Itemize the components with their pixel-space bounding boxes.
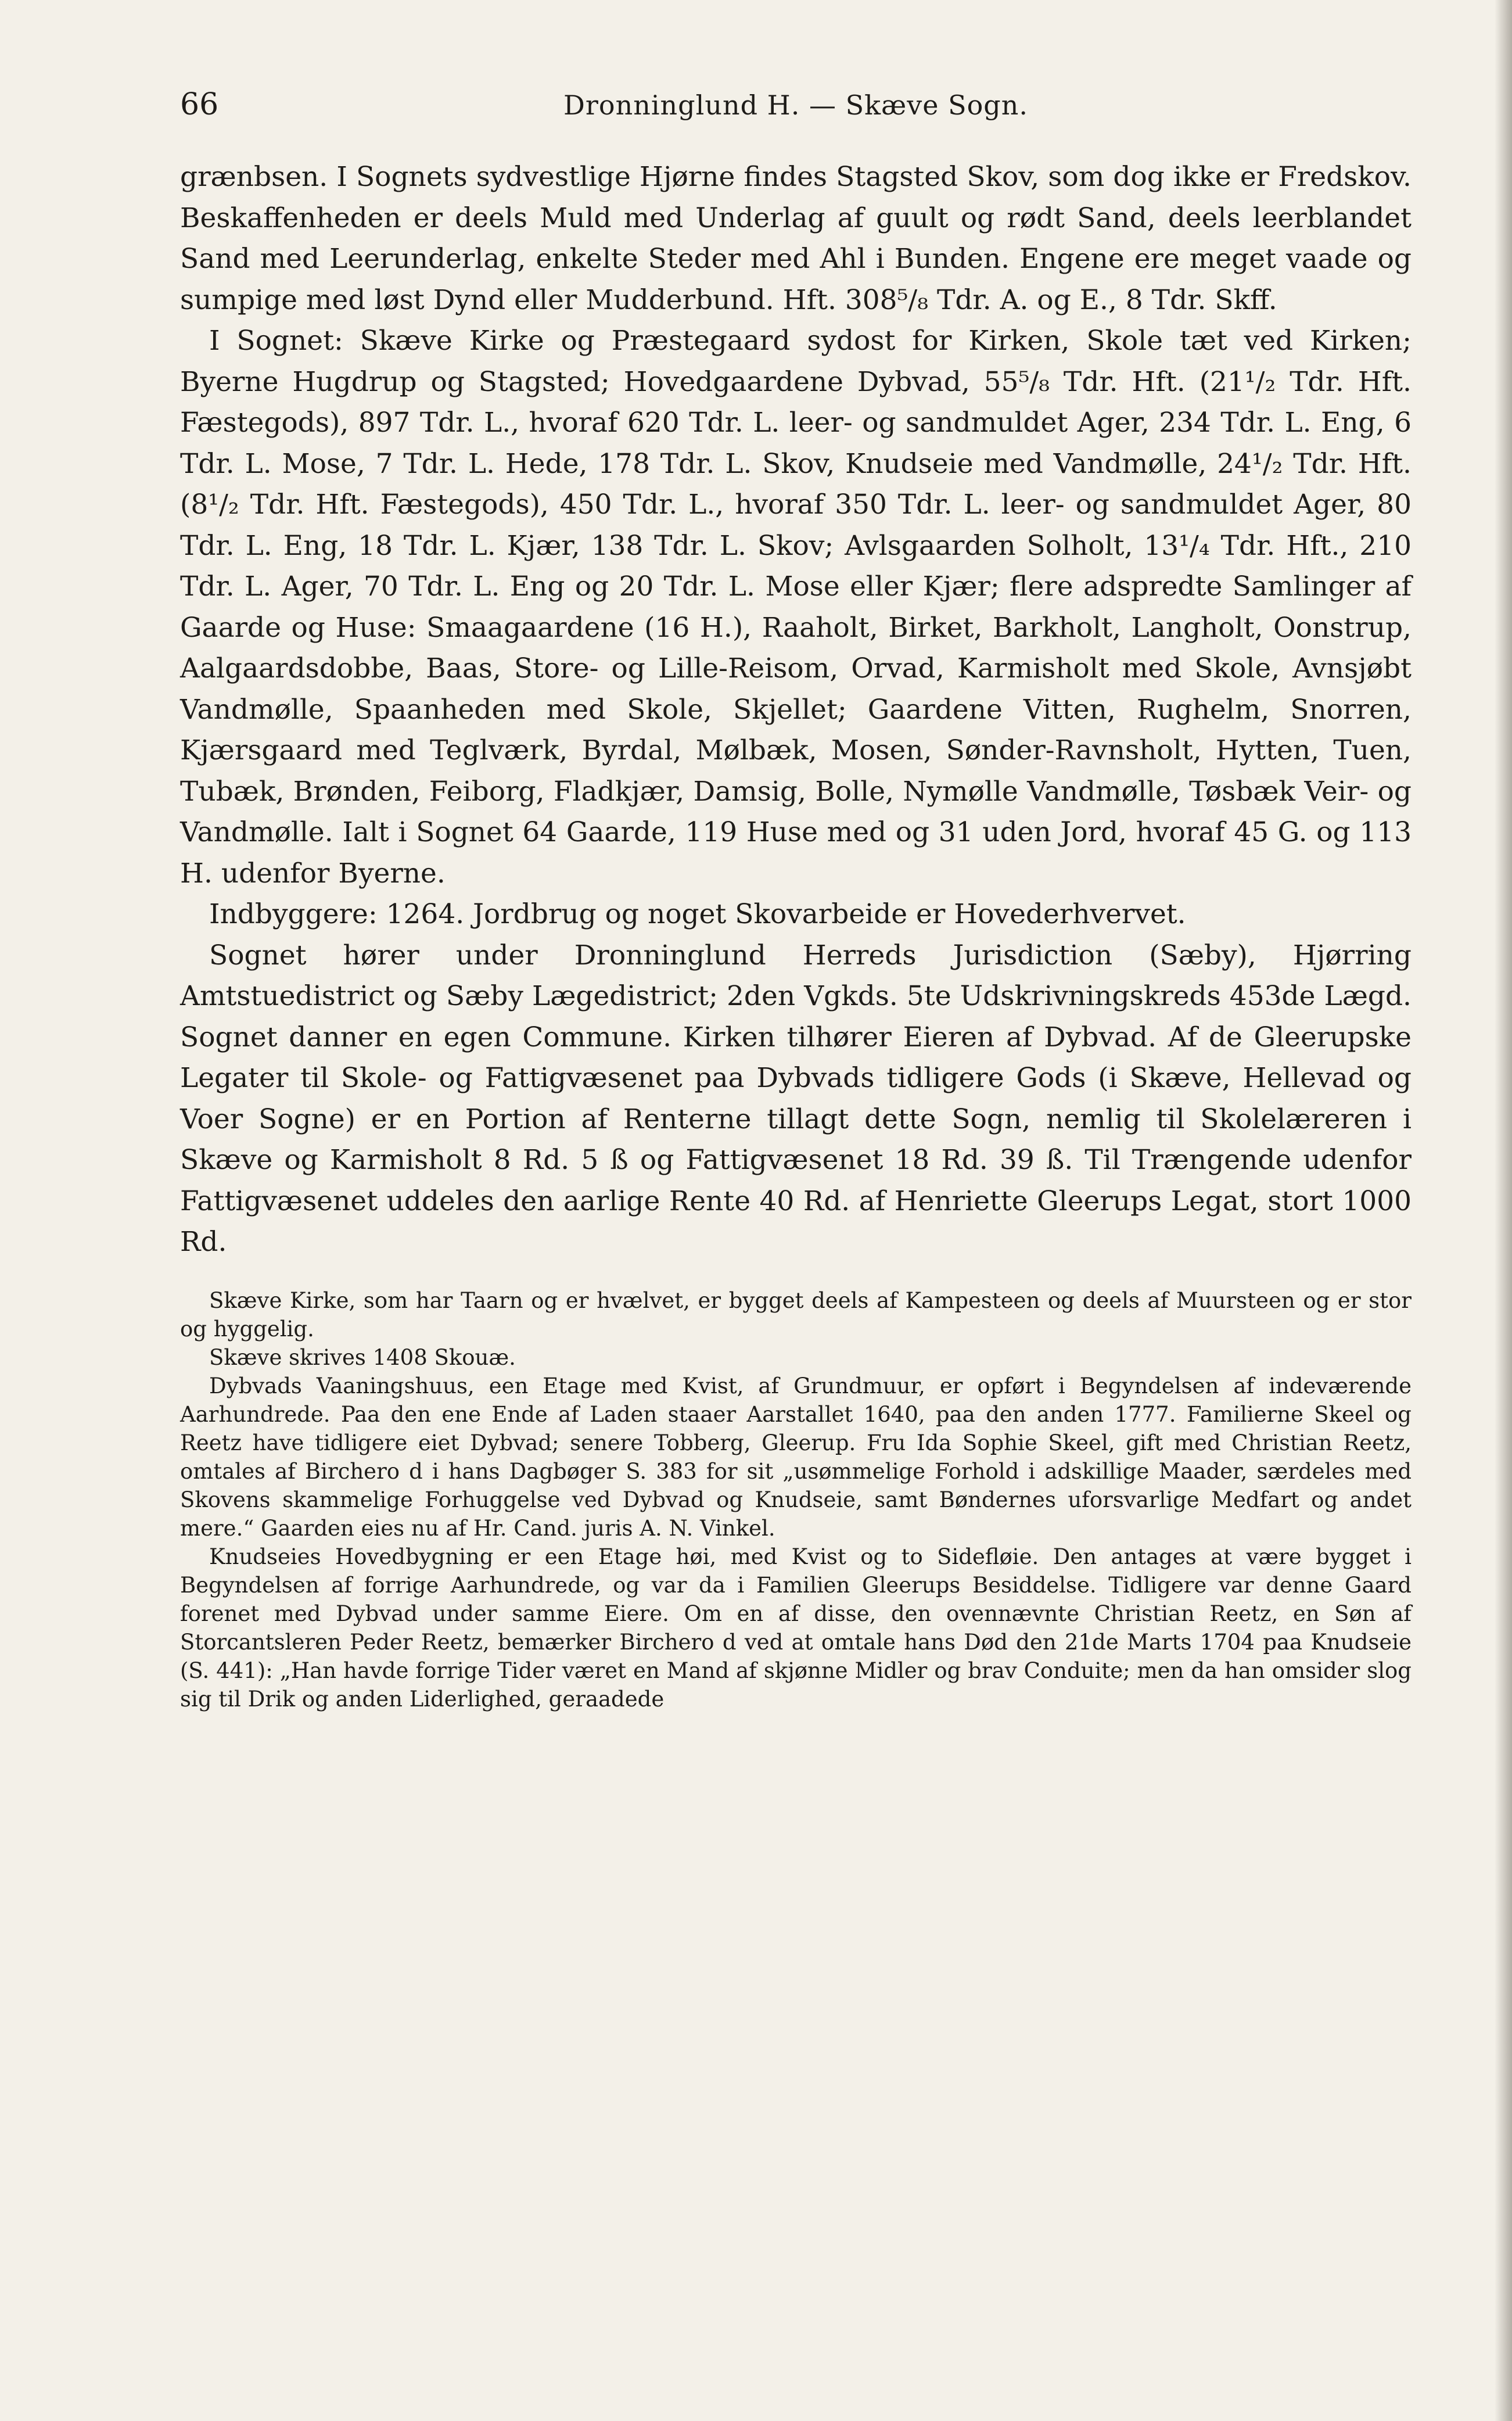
footnotes xyxy=(180,1286,1412,1713)
paragraph-places: I Sognet: Skæve Kirke og Præstegaard sydost for Kirken, Skole tæt ved Kirken; Byerne Hugdrup og Stagsted; Hovedgaardene Dybvad, 55⁵/₈ Tdr. Hft. (21¹/₂ Tdr. Hft. Fæstegods), 897 Tdr. L., hvoraf 620 Tdr. L. leer- og sandmuldet Ager, 234 Tdr. L. Eng, 6 Tdr. L. Mose, 7 Tdr. L. Hede, 178 Tdr. L. Skov, Knudseie med Vandmølle, 24¹/₂ Tdr. Hft. (8¹/₂ Tdr. Hft. Fæstegods), 450 Tdr. L., hvoraf 350 Tdr. L. leer- og sandmuldet Ager, 80 Tdr. L. Eng, 18 Tdr. L. Kjær, 138 Tdr. L. Skov; Avlsgaarden Solholt, 13¹/₄ Tdr. Hft., 210 Tdr. L. Ager, 70 Tdr. L. Eng og 20 Tdr. L. Mose eller Kjær; flere adspredte Samlinger af Gaarde og Huse: Smaagaardene (16 H.), Raaholt, Birket, Barkholt, Langholt, Oonstrup, Aalgaardsdobbe, Baas, Store- og Lille-Reisom, Orvad, Karmisholt med Skole, Avnsjøbt Vandmølle, Spaanheden med Skole, Skjellet; Gaardene Vitten, Rughelm, Snorren, Kjærsgaard med Teglværk, Byrdal, Mølbæk, Mosen, Sønder-Ravnsholt, Hytten, Tuen, Tubæk, Brønden, Feiborg, Fladkjær, Damsig, Bolle, Nymølle Vandmølle, Tøsbæk Veir- og Vandmølle. Ialt i Sognet 64 Gaarde, 119 Huse med og 31 uden Jord, hvoraf 45 G. og 113 H. udenfor Byerne. xyxy=(180,325,1412,890)
note-church: Skæve Kirke, som har Taarn og er hvælvet, er bygget deels af Kampesteen og deels af Muursteen og er stor og hyggelig. xyxy=(180,1287,1412,1342)
note-spelling: Skæve skrives 1408 Skouæ. xyxy=(209,1344,516,1370)
paragraph-population: Indbyggere: 1264. Jordbrug og noget Skovarbeide er Hovederhvervet. xyxy=(209,898,1186,930)
page-header xyxy=(180,87,1412,139)
note-knudseie: Knudseies Hovedbygning er een Etage høi, med Kvist og to Sidefløie. Den antages at være bygget i Begyndelsen af forrige Aarhundrede, og var da i Familien Gleerups Besiddelse. Tidligere var denne Gaard forenet med Dybvad under samme Eiere. Om en af disse, den ovennævnte Christian Reetz, en Søn af Storcantsleren Peder Reetz, bemærker Birchero d ved at omtale hans Død den 21de Marts 1704 paa Knudseie (S. 441): „Han havde forrige Tider været en Mand af skjønne Midler og brav Conduite; men da han omsider slog sig til Drik og anden Liderlighed, geraadede xyxy=(180,1544,1412,1712)
paragraph-jurisdiction: Sognet hører under Dronninglund Herreds Jurisdiction (Sæby), Hjørring Amtstuedistrict og Sæby Lægedistrict; 2den Vgkds. 5te Udskrivningskreds 453de Lægd. Sognet danner en egen Commune. Kirken tilhører Eieren af Dybvad. Af de Gleerupske Legater til Skole- og Fattigvæsenet paa Dybvads tidligere Gods (i Skæve, Hellevad og Voer Sogne) er en Portion af Renterne tillagt dette Sogn, nemlig til Skolelæreren i Skæve og Karmisholt 8 Rd. 5 ß og Fattigvæsenet 18 Rd. 39 ß. Til Trængende udenfor Fattigvæsenet uddeles den aarlige Rente 40 Rd. af Henriette Gleerups Legat, stort 1000 Rd. xyxy=(180,939,1412,1258)
page-edge-shadow xyxy=(1495,0,1512,2421)
book-page xyxy=(180,87,1412,2370)
page-number: 66 xyxy=(180,87,219,122)
main-text xyxy=(180,157,1412,1263)
running-head: Dronninglund H. — Skæve Sogn. xyxy=(563,89,1028,121)
note-dybvad: Dybvads Vaaningshuus, een Etage med Kvist, af Grundmuur, er opført i Begyndelsen af indeværende Aarhundrede. Paa den ene Ende af Laden staaer Aarstallet 1640, paa den anden 1777. Familierne Skeel og Reetz have tidligere eiet Dybvad; senere Tobberg, Gleerup. Fru Ida Sophie Skeel, gift med Christian Reetz, omtales af Birchero d i hans Dagbøger S. 383 for sit „usømmelige Forhold i adskillige Maader, særdeles med Skovens skammelige Forhuggelse ved Dybvad og Knudseie, samt Bøndernes uforsvarlige Medfart og andet mere.“ Gaarden eies nu af Hr. Cand. juris A. N. Vinkel. xyxy=(180,1373,1412,1541)
paragraph-soil: grænbsen. I Sognets sydvestlige Hjørne findes Stagsted Skov, som dog ikke er Fredskov. Beskaffenheden er deels Muld med Underlag af guult og rødt Sand, deels leerblandet Sand med Leerunderlag, enkelte Steder med Ahl i Bunden. Engene ere meget vaade og sumpige med løst Dynd eller Mudderbund. Hft. 308⁵/₈ Tdr. A. og E., 8 Tdr. Skff. xyxy=(180,161,1412,316)
